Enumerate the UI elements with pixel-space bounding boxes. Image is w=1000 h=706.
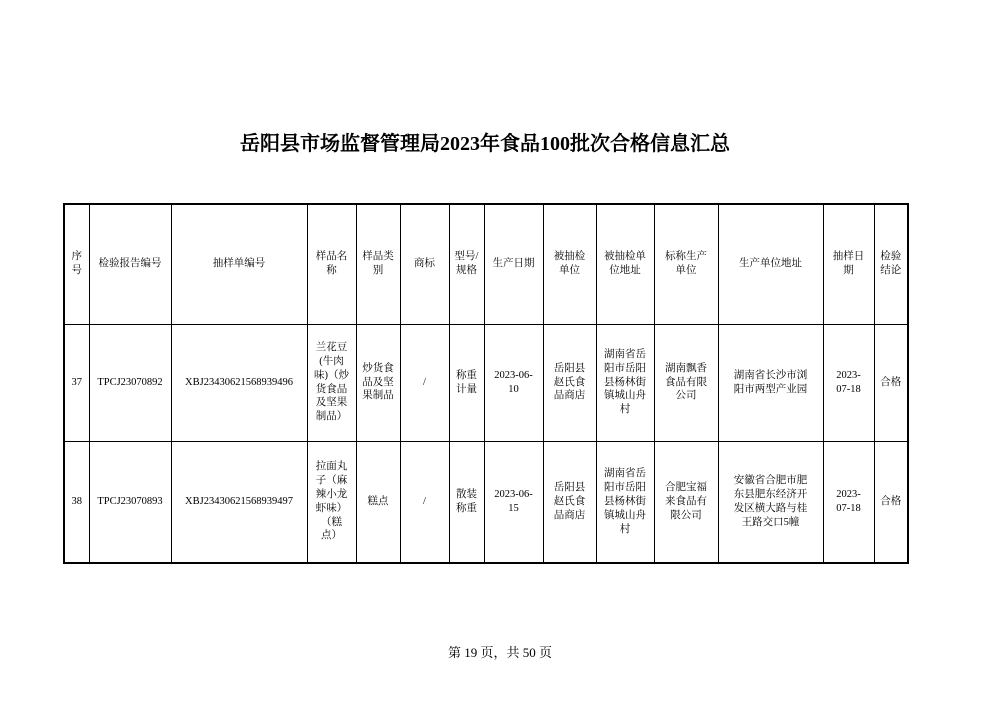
column-header-conclusion: 检验结论 <box>874 204 908 324</box>
cell-sample-name: 兰花豆(牛肉味)（炒货食品及坚果制品） <box>307 324 356 441</box>
column-header-sample-category: 样品类别 <box>356 204 400 324</box>
cell-producer: 合肥宝福来食品有限公司 <box>654 441 718 563</box>
table-header-row <box>64 204 908 324</box>
cell-sample-category: 炒货食品及坚果制品 <box>356 324 400 441</box>
column-header-sampling-date: 抽样日期 <box>823 204 874 324</box>
column-header-sampled-unit: 被抽检单位 <box>543 204 596 324</box>
cell-production-date: 2023-06-10 <box>484 324 543 441</box>
cell-conclusion: 合格 <box>874 441 908 563</box>
column-header-seq-no: 序号 <box>64 204 89 324</box>
cell-sampling-date: 2023-07-18 <box>823 441 874 563</box>
column-header-sampling-form-no: 抽样单编号 <box>171 204 307 324</box>
column-header-sample-name: 样品名称 <box>307 204 356 324</box>
cell-conclusion: 合格 <box>874 324 908 441</box>
cell-model-spec: 称重计量 <box>449 324 484 441</box>
column-header-production-date: 生产日期 <box>484 204 543 324</box>
cell-seq-no: 37 <box>64 324 89 441</box>
cell-seq-no: 38 <box>64 441 89 563</box>
column-header-sampled-unit-address: 被抽检单位地址 <box>596 204 654 324</box>
cell-sample-name: 拉面丸子（麻辣小龙虾味）（糕点） <box>307 441 356 563</box>
cell-sampling-date: 2023-07-18 <box>823 324 874 441</box>
cell-sampled-unit: 岳阳县赵氏食品商店 <box>543 441 596 563</box>
cell-brand: / <box>400 441 449 563</box>
cell-sampling-form-no: XBJ23430621568939497 <box>171 441 307 563</box>
cell-sample-category: 糕点 <box>356 441 400 563</box>
column-header-model-spec: 型号/规格 <box>449 204 484 324</box>
cell-producer-address: 安徽省合肥市肥东县肥东经济开发区横大路与桂王路交口5幢 <box>718 441 823 563</box>
cell-sampled-unit: 岳阳县赵氏食品商店 <box>543 324 596 441</box>
cell-sampled-unit-address: 湖南省岳阳市岳阳县杨林街镇城山舟村 <box>596 324 654 441</box>
column-header-producer-address: 生产单位地址 <box>718 204 823 324</box>
cell-sampling-form-no: XBJ23430621568939496 <box>171 324 307 441</box>
cell-brand: / <box>400 324 449 441</box>
cell-sampled-unit-address: 湖南省岳阳市岳阳县杨林街镇城山舟村 <box>596 441 654 563</box>
page-title: 岳阳县市场监督管理局2023年食品100批次合格信息汇总 <box>240 133 730 155</box>
inspection-results-table <box>63 203 909 564</box>
cell-report-no: TPCJ23070892 <box>89 324 171 441</box>
table-row-38 <box>64 441 908 563</box>
cell-report-no: TPCJ23070893 <box>89 441 171 563</box>
column-header-brand: 商标 <box>400 204 449 324</box>
column-header-producer: 标称生产单位 <box>654 204 718 324</box>
cell-production-date: 2023-06-15 <box>484 441 543 563</box>
column-header-report-no: 检验报告编号 <box>89 204 171 324</box>
cell-producer-address: 湖南省长沙市浏阳市两型产业园 <box>718 324 823 441</box>
page-number: 第 19 页，共 50 页 <box>447 645 552 660</box>
cell-model-spec: 散装称重 <box>449 441 484 563</box>
table-row-37 <box>64 324 908 441</box>
cell-producer: 湖南飘香食品有限公司 <box>654 324 718 441</box>
